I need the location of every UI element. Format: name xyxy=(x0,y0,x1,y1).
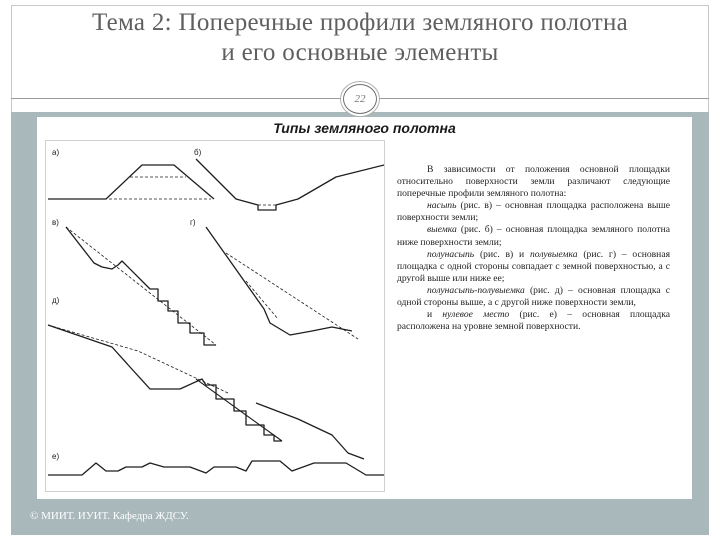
term-poluvyemka: полувыемка xyxy=(530,248,578,260)
term-vyemka: выемка xyxy=(427,224,457,236)
title-line-1: Тема 2: Поперечные профили земляного полотна xyxy=(91,9,629,36)
label-g: г) xyxy=(190,218,196,227)
label-e: е) xyxy=(52,452,60,461)
description-text xyxy=(397,164,670,333)
profile-g-half-cut xyxy=(206,227,352,335)
profile-b-cut xyxy=(196,159,384,210)
description-item-1: насыпь (рис. в) – основная площадка расположена выше поверхности земли; xyxy=(397,200,670,224)
term-zero: нулевое место xyxy=(442,309,510,321)
profile-a-embankment xyxy=(48,165,214,199)
title-line-2: и его основные элементы xyxy=(221,39,499,66)
page-number-badge: 22 xyxy=(343,84,377,114)
figure-heading: Типы земляного полотна xyxy=(273,120,456,136)
description-item-5: и нулевое место (рис. е) – основная площадка расположена на уровне земной поверхности. xyxy=(397,309,670,333)
description-item-3: полунасыпь (рис. в) и полувыемка (рис. г) – основная площадка с одной стороны совпадает с земной поверхностью, а с другой выше или ниже ее; xyxy=(397,248,670,284)
label-v: в) xyxy=(52,218,59,227)
profile-d-combined xyxy=(48,325,282,441)
profiles-svg xyxy=(46,141,386,493)
description-item-4: полунасыпь-полувыемка (рис. д) – основная площадка с одной стороны выше, а с другой ниже поверхности земли, xyxy=(397,284,670,309)
label-b: б) xyxy=(194,148,202,157)
label-d: д) xyxy=(52,296,60,305)
term-polunasyp: полунасыпь xyxy=(427,248,475,260)
term-combined: полунасыпь-полувыемка xyxy=(427,284,525,296)
term-nasyp: насыпь xyxy=(427,200,457,212)
slide-title xyxy=(11,8,709,68)
label-a: а) xyxy=(52,148,60,157)
description-intro: В зависимости от положения основной площадки относительно поверхности земли различают следующие поперечные профили земляного полотна: xyxy=(397,164,670,200)
footer-copyright: © МИИТ. ИУИТ. Кафедра ЖДСУ. xyxy=(30,510,189,522)
profile-e-zero xyxy=(48,461,384,475)
profiles-diagram xyxy=(45,140,385,492)
description-item-2: выемка (рис. б) – основная площадка земляного полотна ниже поверхности земли; xyxy=(397,224,670,248)
